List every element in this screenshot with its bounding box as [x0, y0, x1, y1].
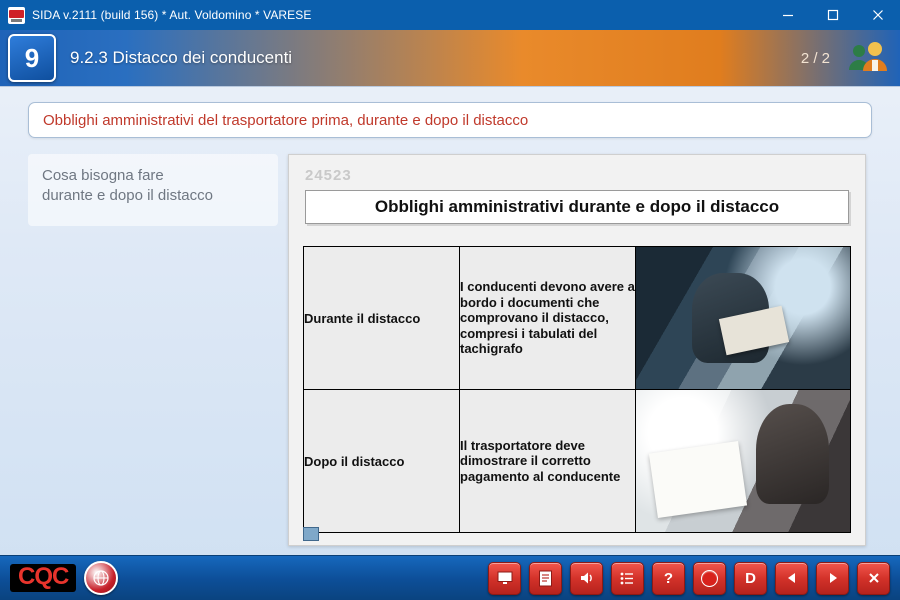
list-button[interactable]	[611, 562, 644, 595]
truck-driver-reading-documents-photo	[636, 247, 850, 389]
slide-code: 24523	[305, 167, 352, 184]
note-line-2: durante e dopo il distacco	[42, 187, 213, 205]
section-banner-text: Obblighi amministrativi del trasportatore prima, durante e dopo il distacco	[43, 111, 529, 129]
people-icon	[844, 38, 890, 78]
table-row	[304, 247, 851, 390]
close-icon[interactable]	[855, 0, 900, 30]
slide-title: Obblighi amministrativi durante e dopo il distacco	[305, 190, 849, 224]
minimize-icon[interactable]	[765, 0, 810, 30]
globe-icon[interactable]	[84, 561, 118, 595]
previous-button[interactable]	[775, 562, 808, 595]
note-line-1: Cosa bisogna fare	[42, 167, 164, 184]
image-icon	[303, 527, 319, 541]
woman-reviewing-paperwork-photo	[636, 390, 850, 532]
table-row	[304, 390, 851, 533]
cqc-logo: CQC	[10, 564, 76, 592]
help-button-label: ?	[663, 569, 674, 587]
slide-table	[303, 246, 851, 533]
body-row	[28, 154, 872, 546]
window-controls	[765, 0, 900, 30]
page-title: 9.2.3 Distacco dei conducenti	[70, 48, 293, 67]
chapter-badge: 9	[8, 34, 56, 82]
row-text: Il trasportatore deve dimostrare il corretto pagamento al conducente	[460, 390, 636, 533]
presentation-button[interactable]	[488, 562, 521, 595]
row-label: Durante il distacco	[304, 247, 460, 390]
truck-icon	[8, 7, 25, 24]
row-image-cell	[636, 247, 851, 390]
next-button[interactable]	[816, 562, 849, 595]
section-banner	[28, 102, 872, 138]
row-image-cell	[636, 390, 851, 533]
note-panel	[28, 154, 278, 226]
bottom-toolbar	[0, 555, 900, 600]
record-button[interactable]	[693, 562, 726, 595]
help-button[interactable]	[652, 562, 685, 595]
row-text: I conducenti devono avere a bordo i documenti che comprovano il distacco, compresi i tabulati del tachigrafo	[460, 247, 636, 390]
record-icon	[701, 570, 718, 587]
window-title: SIDA v.2111 (build 156) * Aut. Voldomino * VARESE	[32, 8, 312, 22]
exit-button[interactable]	[857, 562, 890, 595]
dictionary-button[interactable]	[734, 562, 767, 595]
slide	[288, 154, 866, 546]
page-counter: 2 / 2	[800, 49, 830, 67]
dictionary-button-label: D	[745, 569, 756, 587]
content-area	[0, 86, 900, 556]
audio-button[interactable]	[570, 562, 603, 595]
maximize-icon[interactable]	[810, 0, 855, 30]
title-bar	[0, 0, 900, 30]
lesson-header	[0, 30, 900, 87]
notes-button[interactable]	[529, 562, 562, 595]
row-label: Dopo il distacco	[304, 390, 460, 533]
